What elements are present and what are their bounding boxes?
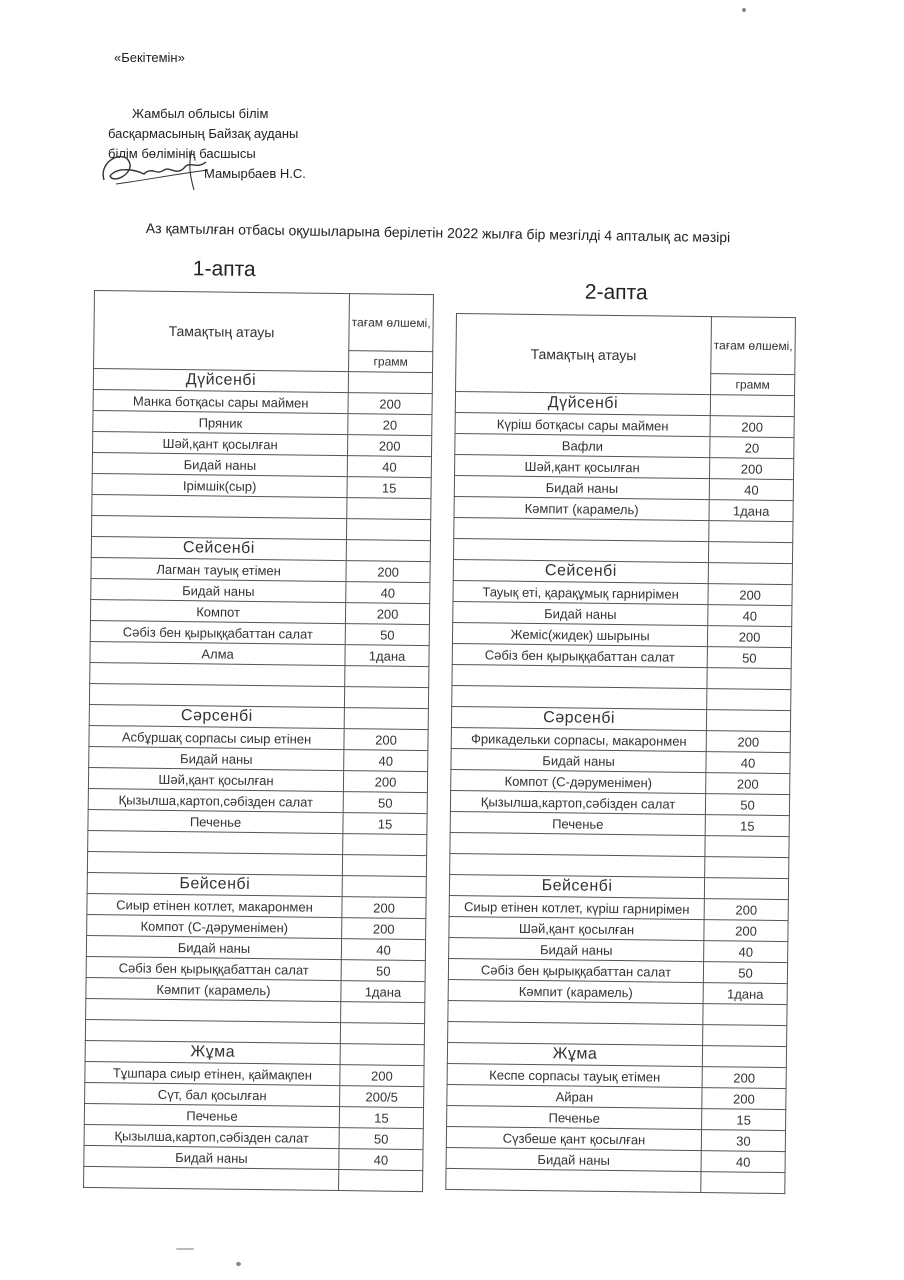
- dish-amount: 40: [346, 582, 430, 604]
- dish-amount: 40: [347, 456, 431, 478]
- empty-cell: [343, 834, 427, 856]
- week-2-menu: [445, 280, 796, 1194]
- column-header-amount: тағам өлшемі,: [349, 294, 434, 352]
- table-header-row: [456, 314, 796, 375]
- dish-name: Бидай наны: [453, 601, 708, 625]
- column-header-name: Тамақтың атауы: [94, 291, 350, 372]
- dish-name: Бидай наны: [446, 1147, 701, 1171]
- dish-amount: 1дана: [703, 983, 787, 1005]
- empty-cell: [701, 1172, 785, 1194]
- day-name: Жұма: [447, 1042, 702, 1066]
- column-unit: грамм: [349, 351, 433, 373]
- dish-name: Ірімшік(сыр): [92, 473, 347, 497]
- empty-cell: [705, 857, 789, 879]
- dish-name: Сүт, бал қосылған: [85, 1082, 340, 1106]
- dish-amount: 40: [701, 1151, 785, 1173]
- dish-name: Сиыр етінен котлет, күріш гарнирімен: [449, 895, 704, 919]
- empty-cell: [709, 521, 793, 543]
- dish-amount: 40: [341, 939, 425, 961]
- dish-amount: 30: [701, 1130, 785, 1152]
- day-name: Сейсенбі: [453, 559, 708, 583]
- day-name: Сәрсенбі: [451, 706, 706, 730]
- dish-amount: 40: [344, 750, 428, 772]
- dish-name: Компот (С-дәруменімен): [87, 914, 342, 938]
- authority-line: білім бөлімінің басшысы: [108, 146, 256, 161]
- dish-name: Бидай наны: [449, 937, 704, 961]
- dish-amount: 50: [703, 962, 787, 984]
- dish-name: Сәбіз бен қырыққабаттан салат: [86, 956, 341, 980]
- authority-line: Жамбыл облысы білім: [132, 106, 269, 121]
- dish-name: Тауық еті, қарақұмық гарнирімен: [453, 580, 708, 604]
- empty-cell: [347, 498, 431, 520]
- empty-cell: [339, 1170, 423, 1192]
- document-title: Аз қамтылған отбасы оқушыларына берілетін 2022 жылға бір мезгілді 4 апталық ас мәзірі: [145, 220, 731, 246]
- dish-amount: 50: [705, 794, 789, 816]
- authority-line: басқармасының Байзақ ауданы: [108, 126, 299, 141]
- dish-amount: 200: [342, 918, 426, 940]
- dish-name: Фрикадельки сорпасы, макаронмен: [451, 727, 706, 751]
- empty-cell: [708, 563, 792, 585]
- dish-amount: 200/5: [340, 1086, 424, 1108]
- dish-name: Асбұршақ сорпасы сиыр етінен: [89, 725, 344, 749]
- dish-name: Пряник: [93, 410, 348, 434]
- empty-cell: [344, 708, 428, 730]
- dish-amount: 200: [702, 1088, 786, 1110]
- dish-name: Печенье: [447, 1105, 702, 1129]
- dish-amount: 200: [348, 393, 432, 415]
- week-title: 1-апта: [192, 257, 256, 281]
- dish-name: Сәбіз бен қырыққабаттан салат: [448, 958, 703, 982]
- empty-cell: [707, 689, 791, 711]
- dish-name: Күріш ботқасы сары маймен: [455, 412, 710, 436]
- empty-cell: [84, 1166, 339, 1190]
- scan-speck: [742, 8, 746, 12]
- day-name: Жұма: [85, 1040, 340, 1064]
- dish-amount: 200: [346, 561, 430, 583]
- column-unit: грамм: [711, 374, 795, 396]
- empty-cell: [702, 1046, 786, 1068]
- dish-amount: 50: [345, 624, 429, 646]
- dish-name: Бидай наны: [89, 746, 344, 770]
- dish-name: Шәй,қант қосылған: [93, 431, 348, 455]
- dish-amount: 50: [343, 792, 427, 814]
- day-name: Сейсенбі: [91, 536, 346, 560]
- day-name: Бейсенбі: [449, 874, 704, 898]
- authority-signatory: Мамырбаев Н.С.: [204, 166, 306, 181]
- dish-amount: 15: [705, 815, 789, 837]
- handwritten-signature: [96, 140, 216, 196]
- dish-amount: 200: [346, 603, 430, 625]
- empty-cell: [348, 372, 432, 394]
- dish-name: Қызылша,картоп,сәбізден салат: [84, 1124, 339, 1148]
- dish-name: Тұшпара сиыр етінен, қаймақпен: [85, 1061, 340, 1085]
- dish-name: Манка ботқасы сары маймен: [93, 389, 348, 413]
- dish-amount: 200: [710, 416, 794, 438]
- dish-name: Вафли: [455, 433, 710, 457]
- dish-name: Сиыр етінен котлет, макаронмен: [87, 893, 342, 917]
- dish-name: Жеміс(жидек) шырыны: [452, 622, 707, 646]
- empty-cell: [340, 1044, 424, 1066]
- week-title: 2-апта: [584, 280, 648, 305]
- dish-amount: 200: [340, 1065, 424, 1087]
- empty-cell: [704, 878, 788, 900]
- dish-amount: 1дана: [345, 645, 429, 667]
- dish-amount: 200: [704, 920, 788, 942]
- dish-amount: 200: [704, 899, 788, 921]
- column-header-amount: тағам өлшемі,: [711, 317, 796, 375]
- dish-amount: 200: [344, 729, 428, 751]
- empty-cell: [707, 710, 791, 732]
- empty-cell: [345, 687, 429, 709]
- dish-name: Бидай наны: [454, 475, 709, 499]
- menu-table: [83, 290, 434, 1192]
- menu-table: [445, 313, 796, 1194]
- empty-cell: [340, 1023, 424, 1045]
- dish-amount: 200: [708, 584, 792, 606]
- dish-name: Лагман тауық етімен: [91, 557, 346, 581]
- dish-amount: 1дана: [709, 500, 793, 522]
- dish-amount: 200: [348, 435, 432, 457]
- empty-cell: [703, 1025, 787, 1047]
- dish-amount: 40: [339, 1149, 423, 1171]
- empty-cell: [345, 666, 429, 688]
- dish-amount: 15: [339, 1107, 423, 1129]
- scan-speck: [176, 1248, 194, 1250]
- dish-name: Кәмпит (карамель): [86, 977, 341, 1001]
- dish-amount: 40: [708, 605, 792, 627]
- dish-name: Сәбіз бен қырыққабаттан салат: [90, 620, 345, 644]
- dish-name: Шәй,қант қосылған: [88, 767, 343, 791]
- empty-cell: [346, 540, 430, 562]
- dish-name: Шәй,қант қосылған: [449, 916, 704, 940]
- dish-amount: 20: [348, 414, 432, 436]
- empty-cell: [710, 395, 794, 417]
- dish-amount: 40: [704, 941, 788, 963]
- dish-amount: 200: [702, 1067, 786, 1089]
- day-name: Бейсенбі: [87, 872, 342, 896]
- dish-amount: 200: [343, 771, 427, 793]
- dish-name: Печенье: [450, 811, 705, 835]
- empty-cell: [707, 668, 791, 690]
- dish-name: Кәмпит (карамель): [454, 496, 709, 520]
- dish-amount: 200: [708, 626, 792, 648]
- dish-name: Бидай наны: [84, 1145, 339, 1169]
- day-name: Сәрсенбі: [89, 704, 344, 728]
- blank-row: [446, 1168, 785, 1193]
- dish-amount: 200: [706, 773, 790, 795]
- empty-cell: [342, 876, 426, 898]
- scan-speck: [236, 1262, 241, 1266]
- empty-cell: [446, 1168, 701, 1192]
- dish-name: Бидай наны: [91, 578, 346, 602]
- dish-name: Печенье: [88, 809, 343, 833]
- approval-label: «Бекітемін»: [114, 50, 185, 65]
- dish-amount: 40: [709, 479, 793, 501]
- dish-name: Қызылша,картоп,сәбізден салат: [450, 790, 705, 814]
- dish-amount: 15: [347, 477, 431, 499]
- empty-cell: [342, 855, 426, 877]
- empty-cell: [341, 1002, 425, 1024]
- empty-cell: [705, 836, 789, 858]
- dish-amount: 200: [710, 458, 794, 480]
- blank-row: [84, 1166, 423, 1191]
- dish-amount: 15: [343, 813, 427, 835]
- day-name: Дүйсенбі: [93, 369, 348, 393]
- dish-amount: 50: [339, 1128, 423, 1150]
- dish-amount: 50: [341, 960, 425, 982]
- empty-cell: [347, 519, 431, 541]
- week-1-menu: [83, 257, 434, 1192]
- dish-amount: 15: [702, 1109, 786, 1131]
- dish-name: Қызылша,картоп,сәбізден салат: [88, 788, 343, 812]
- day-name: Дүйсенбі: [455, 392, 710, 416]
- table-header-row: [94, 291, 434, 352]
- dish-name: Печенье: [84, 1103, 339, 1127]
- dish-amount: 50: [707, 647, 791, 669]
- empty-cell: [703, 1004, 787, 1026]
- dish-name: Компот: [90, 599, 345, 623]
- dish-amount: 200: [706, 731, 790, 753]
- dish-name: Кеспе сорпасы тауық етімен: [447, 1063, 702, 1087]
- dish-amount: 20: [710, 437, 794, 459]
- dish-name: Алма: [90, 641, 345, 665]
- dish-name: Сәбіз бен қырыққабаттан салат: [452, 643, 707, 667]
- dish-amount: 40: [706, 752, 790, 774]
- column-header-name: Тамақтың атауы: [456, 314, 712, 395]
- dish-name: Кәмпит (карамель): [448, 979, 703, 1003]
- dish-amount: 200: [342, 897, 426, 919]
- dish-name: Шәй,қант қосылған: [455, 454, 710, 478]
- dish-name: Айран: [447, 1084, 702, 1108]
- dish-name: Бидай наны: [92, 452, 347, 476]
- dish-name: Бидай наны: [86, 935, 341, 959]
- dish-name: Компот (С-дәруменімен): [451, 769, 706, 793]
- empty-cell: [709, 542, 793, 564]
- dish-amount: 1дана: [341, 981, 425, 1003]
- dish-name: Сүзбеше қант қосылған: [446, 1126, 701, 1150]
- dish-name: Бидай наны: [451, 748, 706, 772]
